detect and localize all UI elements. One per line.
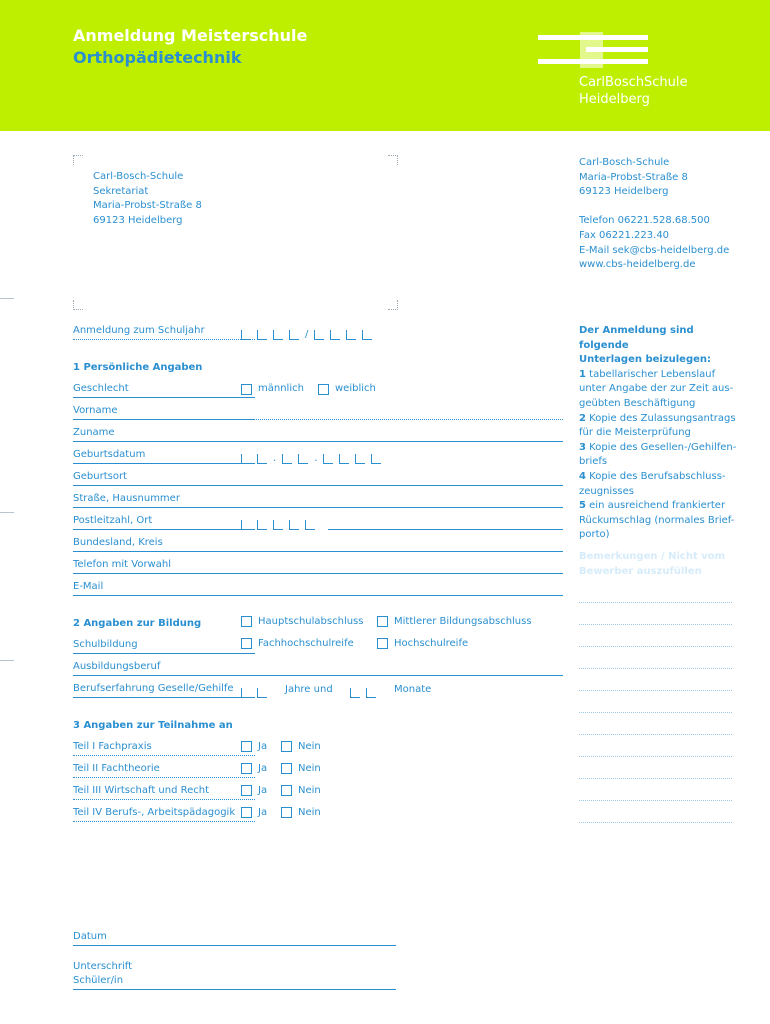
geburtsdatum-label: Geburtsdatum bbox=[73, 448, 255, 464]
fold-mark bbox=[0, 512, 14, 513]
digit-box[interactable] bbox=[282, 454, 292, 464]
digit-box[interactable] bbox=[339, 454, 349, 464]
checkbox-teil1-ja[interactable] bbox=[241, 741, 252, 752]
telefon-field[interactable] bbox=[241, 573, 563, 574]
teil1-nein: Nein bbox=[298, 741, 321, 752]
fold-mark bbox=[0, 298, 14, 299]
remarks-line-field[interactable] bbox=[579, 800, 732, 801]
teil4-nein: Nein bbox=[298, 807, 321, 818]
note-number: 2 bbox=[579, 412, 586, 424]
geburtsort-field[interactable] bbox=[241, 485, 563, 486]
schueler-label: Schüler/in bbox=[73, 974, 255, 990]
option-mittlerer-bildungsabschluss: Mittlerer Bildungsabschluss bbox=[394, 616, 532, 627]
contact-website: www.cbs-heidelberg.de bbox=[579, 259, 696, 271]
remarks-line-field[interactable] bbox=[579, 602, 732, 603]
email-label: E-Mail bbox=[73, 580, 255, 596]
notes-heading: Der Anmeldung sind folgende bbox=[579, 325, 694, 351]
note-number: 1 bbox=[579, 368, 586, 380]
zuname-field[interactable] bbox=[241, 441, 563, 442]
checkbox-teil1-nein[interactable] bbox=[281, 741, 292, 752]
contact-fax: Fax 06221.223.40 bbox=[579, 229, 670, 241]
option-hochschulreife: Hochschulreife bbox=[394, 638, 469, 649]
digit-box[interactable] bbox=[289, 520, 299, 530]
digit-box[interactable] bbox=[314, 330, 324, 340]
unterschrift-label: Unterschrift bbox=[73, 961, 133, 972]
option-weiblich: weiblich bbox=[335, 383, 376, 394]
digit-box[interactable] bbox=[355, 454, 365, 464]
note-text: ein ausreichend frankierter bbox=[585, 500, 726, 512]
note-text: Kopie des Berufsabschluss- bbox=[585, 470, 726, 482]
school-contact bbox=[579, 156, 729, 273]
note-text: unter Angabe der zur Zeit aus- bbox=[579, 383, 734, 395]
checkbox-teil2-nein[interactable] bbox=[281, 763, 292, 774]
ort-field[interactable] bbox=[328, 529, 563, 530]
teil3-ja: Ja bbox=[258, 785, 268, 796]
school-logo-icon bbox=[538, 32, 648, 68]
digit-box[interactable] bbox=[330, 330, 340, 340]
contact-line: Maria-Probst-Straße 8 bbox=[579, 171, 688, 183]
window-corner-tr bbox=[388, 155, 398, 165]
digit-box[interactable] bbox=[241, 688, 251, 698]
digit-box[interactable] bbox=[350, 688, 360, 698]
checkbox-teil3-nein[interactable] bbox=[281, 785, 292, 796]
bundesland-label: Bundesland, Kreis bbox=[73, 536, 255, 552]
remarks-line-field[interactable] bbox=[579, 822, 732, 823]
teil2-ja: Ja bbox=[258, 763, 268, 774]
option-maennlich: männlich bbox=[258, 383, 304, 394]
digit-box[interactable] bbox=[257, 330, 267, 340]
date-separator: . bbox=[273, 453, 277, 464]
school-name: CarlBoschSchule bbox=[579, 75, 688, 90]
attachments-notes bbox=[579, 324, 739, 543]
address-line: Sekretariat bbox=[93, 185, 149, 197]
digit-box[interactable] bbox=[241, 330, 251, 340]
checkbox-teil2-ja[interactable] bbox=[241, 763, 252, 774]
datum-field[interactable] bbox=[241, 945, 396, 946]
date-separator: . bbox=[314, 453, 318, 464]
unterschrift-field[interactable] bbox=[241, 989, 396, 990]
geburtsdatum-digits[interactable] bbox=[241, 452, 387, 464]
contact-line: 69123 Heidelberg bbox=[579, 186, 669, 198]
note-text: Rückumschlag (normales Brief- bbox=[579, 514, 735, 526]
note-text: zeugnisses bbox=[579, 485, 634, 497]
plz-digits[interactable] bbox=[241, 518, 321, 530]
note-text: porto) bbox=[579, 529, 610, 541]
jahre-label: Jahre und bbox=[285, 684, 333, 695]
vorname-label: Vorname bbox=[73, 404, 255, 420]
window-corner-bl bbox=[73, 300, 83, 310]
note-text: briefs bbox=[579, 456, 608, 468]
teil3-nein: Nein bbox=[298, 785, 321, 796]
recipient-address bbox=[93, 170, 202, 228]
form-title: Anmeldung Meisterschule bbox=[73, 26, 308, 45]
address-line: Maria-Probst-Straße 8 bbox=[93, 200, 202, 212]
digit-box[interactable] bbox=[273, 520, 283, 530]
ausbildungsberuf-field[interactable] bbox=[241, 675, 563, 676]
section3-title: 3 Angaben zur Teilnahme an bbox=[73, 720, 233, 731]
datum-label: Datum bbox=[73, 930, 255, 946]
monate-label: Monate bbox=[394, 684, 432, 695]
note-text: tabellarischer Lebenslauf bbox=[585, 368, 716, 380]
plz-label: Postleitzahl, Ort bbox=[73, 514, 255, 530]
teil4-ja: Ja bbox=[258, 807, 268, 818]
checkbox-maennlich[interactable] bbox=[241, 384, 252, 395]
geschlecht-label: Geschlecht bbox=[73, 382, 255, 398]
form-subtitle: Orthopädietechnik bbox=[73, 48, 242, 67]
checkbox-hochschulreife[interactable] bbox=[377, 638, 388, 649]
checkbox-hauptschulabschluss[interactable] bbox=[241, 616, 252, 627]
remarks-heading bbox=[579, 550, 725, 579]
digit-box[interactable] bbox=[241, 454, 251, 464]
section2-title: 2 Angaben zur Bildung bbox=[73, 618, 202, 629]
email-field[interactable] bbox=[241, 595, 563, 596]
section1-title: 1 Persönliche Angaben bbox=[73, 362, 203, 373]
contact-line: Carl-Bosch-Schule bbox=[579, 157, 670, 168]
teil1-label: Teil I Fachpraxis bbox=[73, 740, 255, 756]
teil3-label: Teil III Wirtschaft und Recht bbox=[73, 784, 255, 800]
telefon-label: Telefon mit Vorwahl bbox=[73, 558, 255, 574]
contact-email: E-Mail sek@cbs-heidelberg.de bbox=[579, 244, 730, 256]
bundesland-field[interactable] bbox=[241, 551, 563, 552]
note-text: Kopie des Gesellen-/Gehilfen- bbox=[585, 441, 737, 453]
option-fachhochschulreife: Fachhochschulreife bbox=[258, 638, 354, 649]
remarks-line: Bemerkungen / Nicht vom bbox=[579, 551, 726, 562]
digit-box[interactable] bbox=[289, 330, 299, 340]
ausbildungsberuf-label: Ausbildungsberuf bbox=[73, 660, 255, 676]
digit-box[interactable] bbox=[298, 454, 308, 464]
remarks-line-field[interactable] bbox=[579, 668, 732, 669]
note-number: 3 bbox=[579, 441, 586, 453]
strasse-field[interactable] bbox=[241, 507, 563, 508]
digit-box[interactable] bbox=[346, 330, 356, 340]
option-hauptschulabschluss: Hauptschulabschluss bbox=[258, 616, 364, 627]
teil1-ja: Ja bbox=[258, 741, 268, 752]
checkbox-teil3-ja[interactable] bbox=[241, 785, 252, 796]
checkbox-teil4-ja[interactable] bbox=[241, 807, 252, 818]
address-line: 69123 Heidelberg bbox=[93, 214, 183, 226]
address-line: Carl-Bosch-Schule bbox=[93, 171, 184, 182]
digit-box[interactable] bbox=[323, 454, 333, 464]
remarks-line-field[interactable] bbox=[579, 756, 732, 757]
remarks-line-field[interactable] bbox=[579, 624, 732, 625]
schulbildung-label: Schulbildung bbox=[73, 638, 255, 654]
digit-box[interactable] bbox=[257, 454, 267, 464]
window-corner-tl bbox=[73, 155, 83, 165]
note-number: 4 bbox=[579, 470, 586, 482]
jahre-digits[interactable] bbox=[241, 686, 273, 698]
note-text: geübten Beschäftigung bbox=[579, 397, 696, 409]
remarks-line-field[interactable] bbox=[579, 712, 732, 713]
note-text: Kopie des Zulassungsantrags bbox=[585, 412, 736, 424]
teil4-label: Teil IV Berufs-, Arbeitspädagogik bbox=[73, 806, 255, 822]
digit-box[interactable] bbox=[257, 520, 267, 530]
digit-box[interactable] bbox=[362, 330, 372, 340]
contact-spacer bbox=[579, 200, 729, 215]
teil2-label: Teil II Fachtheorie bbox=[73, 762, 255, 778]
remarks-line: Bewerber auszufüllen bbox=[579, 565, 702, 577]
remarks-line-field[interactable] bbox=[579, 690, 732, 691]
zuname-label: Zuname bbox=[73, 426, 255, 442]
note-number: 5 bbox=[579, 500, 586, 512]
digit-box[interactable] bbox=[371, 454, 381, 464]
digit-box[interactable] bbox=[305, 520, 315, 530]
note-text: für die Meisterprüfung bbox=[579, 427, 691, 439]
teil2-nein: Nein bbox=[298, 763, 321, 774]
remarks-line-field[interactable] bbox=[579, 646, 732, 647]
schuljahr-label: Anmeldung zum Schuljahr bbox=[73, 324, 255, 340]
remarks-line-field[interactable] bbox=[579, 734, 732, 735]
geburtsort-label: Geburtsort bbox=[73, 470, 255, 486]
strasse-label: Straße, Hausnummer bbox=[73, 492, 255, 508]
digit-box[interactable] bbox=[241, 520, 251, 530]
contact-phone: Telefon 06221.528.68.500 bbox=[579, 215, 710, 227]
berufserfahrung-label: Berufserfahrung Geselle/Gehilfe bbox=[73, 682, 255, 698]
digit-box[interactable] bbox=[366, 688, 376, 698]
vorname-field[interactable] bbox=[241, 419, 563, 420]
school-city: Heidelberg bbox=[579, 92, 650, 107]
digit-box[interactable] bbox=[257, 688, 267, 698]
checkbox-mittlerer-bildungsabschluss[interactable] bbox=[377, 616, 388, 627]
digit-box[interactable] bbox=[273, 330, 283, 340]
fold-mark bbox=[0, 660, 14, 661]
year-separator: / bbox=[305, 329, 309, 340]
notes-heading: Unterlagen beizulegen: bbox=[579, 354, 712, 366]
window-corner-br bbox=[388, 300, 398, 310]
checkbox-weiblich[interactable] bbox=[318, 384, 329, 395]
schuljahr-digits[interactable] bbox=[241, 328, 378, 340]
checkbox-teil4-nein[interactable] bbox=[281, 807, 292, 818]
monate-digits[interactable] bbox=[350, 686, 382, 698]
remarks-line-field[interactable] bbox=[579, 778, 732, 779]
checkbox-fachhochschulreife[interactable] bbox=[241, 638, 252, 649]
